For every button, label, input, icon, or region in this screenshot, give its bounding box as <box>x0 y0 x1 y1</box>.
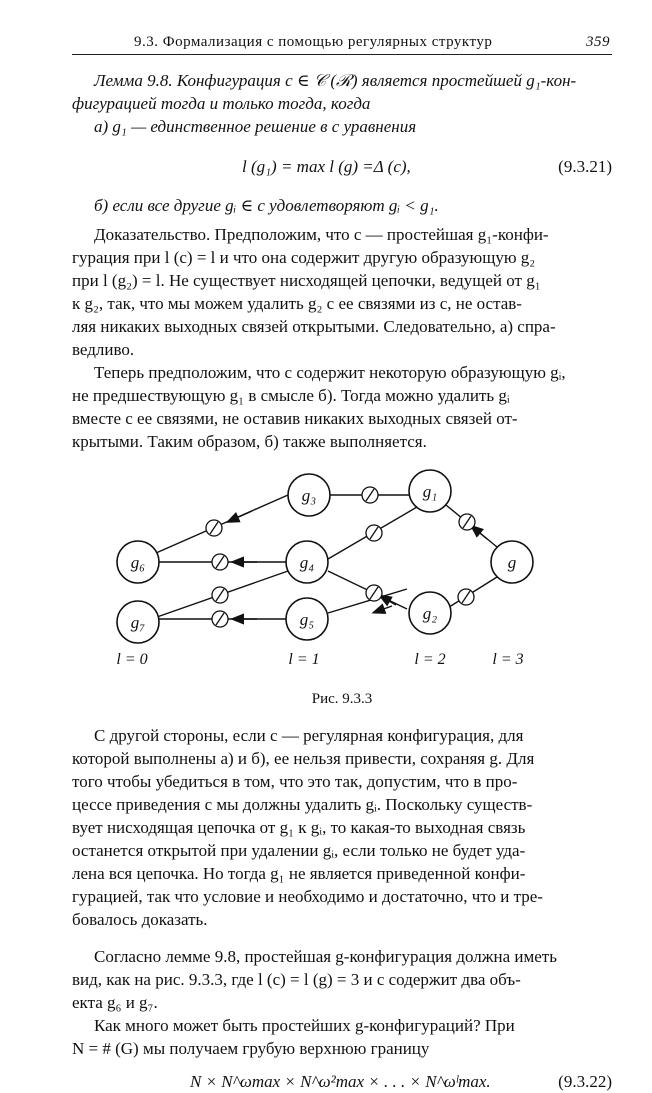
label-g3: g₃ <box>301 486 317 505</box>
proof-line-2: гурация при l (c) = l и что она содержит другую образующую g₂ <box>72 248 536 267</box>
level-1: l = 1 <box>288 651 320 668</box>
configuration-graph <box>72 461 612 689</box>
lemma-line-1: Лемма 9.8. Конфигурация c ∈ 𝒞 (ℛ) является простейшей g₁-кон- <box>94 71 577 90</box>
bond-g7-g4 <box>212 587 228 603</box>
para3-line-6: останется открытой при удалении gᵢ, если только не будет уда- <box>72 841 526 860</box>
para5-line-1: Как много может быть простейших g-конфигураций? При <box>94 1016 515 1035</box>
para4-line-1: Согласно лемме 9.8, простейшая g-конфигурация должна иметь <box>94 947 557 966</box>
proof-line-3: при l (g₂) = l. Не существует нисходящей цепочки, ведущей от g₁ <box>72 271 541 290</box>
para4-line-3: екта g₆ и g₇. <box>72 993 158 1012</box>
para3-line-8: гурацией, так что условие и необходимо и достаточно, что и тре- <box>72 887 543 906</box>
proof-line-4: к g₂, так, что мы можем удалить g₂ с ее связями из c, не остав- <box>72 294 522 313</box>
para3-line-9: бовалось доказать. <box>72 910 208 929</box>
label-g4: g₄ <box>299 553 315 572</box>
para2-line-3: вместе с ее связями, не оставив никаких выходных связей от- <box>72 409 518 428</box>
book-page <box>72 34 612 1093</box>
lemma-line-3: а) g₁ — единственное решение в c уравнения <box>94 117 417 136</box>
figure-9-3-3 <box>72 461 612 689</box>
bond-g7-g5 <box>212 611 228 627</box>
arrow-g3-g6 <box>232 511 252 520</box>
bond-g4-g1 <box>366 525 382 541</box>
lemma-line-2: фигурацией тогда и только тогда, когда <box>72 94 371 113</box>
level-3: l = 3 <box>492 651 524 668</box>
equation-9-3-21 <box>72 146 612 186</box>
level-0: l = 0 <box>116 651 148 668</box>
para3-line-2: которой выполнены а) и б), ее нельзя привести, сохраняя g. Для <box>72 749 535 768</box>
header-title: 9.3. Формализация с помощью регулярных структур <box>134 34 493 50</box>
label-g2: g₂ <box>422 604 438 623</box>
level-2: l = 2 <box>414 651 446 668</box>
equation-2-number: (9.3.22) <box>558 1072 612 1091</box>
para2-line-2: не предшествующую g₁ в смысле б). Тогда можно удалить gᵢ <box>72 386 510 405</box>
label-g6: g₆ <box>130 553 146 572</box>
para2-line-4: крытыми. Таким образом, б) также выполняется. <box>72 432 427 451</box>
arrow-g-g1 <box>475 529 487 539</box>
equation-formula: l (g₁) = max l (g) =Δ (c), <box>242 156 411 176</box>
equation-9-3-22 <box>72 1070 612 1093</box>
para3-line-7: лена вся цепочка. Но тогда g₁ не является приведенной конфи- <box>72 864 526 883</box>
bond-g5-g2 <box>366 585 382 601</box>
para5-line-2: N = # (G) мы получаем грубую верхнюю границу <box>72 1039 430 1058</box>
label-g: g <box>507 553 517 572</box>
para3-line-1: С другой стороны, если c — регулярная конфигурация, для <box>94 726 524 745</box>
figure-caption: Рис. 9.3.3 <box>311 691 373 707</box>
page-number: 359 <box>586 34 610 50</box>
bond-g6-g3 <box>206 520 222 536</box>
label-g5: g₅ <box>299 610 315 629</box>
para3-line-4: цессе приведения c мы должны удалить gᵢ. Поскольку существ- <box>72 795 533 814</box>
para3-line-3: того чтобы убедиться в том, что это так, допустим, что в про- <box>72 772 518 791</box>
bond-g3-g1 <box>362 487 378 503</box>
arrow-g2-g5 <box>378 606 392 611</box>
lemma-part-b: б) если все другие gᵢ ∈ c удовлетворяют gᵢ < g₁. <box>94 196 439 215</box>
bond-g1-g <box>459 514 475 530</box>
equation-2-formula: N × N^ωmax × N^ω²max × . . . × N^ωˡmax. <box>190 1072 491 1091</box>
para4-line-2: вид, как на рис. 9.3.3, где l (c) = l (g) = 3 и c содержит два объ- <box>72 970 521 989</box>
para3-line-5: вует нисходящая цепочка от g₁ к gᵢ, то какая-то выходная связь <box>72 818 526 837</box>
bond-g-g2 <box>458 589 474 605</box>
para2-line-1: Теперь предположим, что c содержит некоторую образующую gᵢ, <box>94 363 566 382</box>
label-g1: g₁ <box>422 482 438 501</box>
equation-number: (9.3.21) <box>558 156 612 176</box>
proof-line-6: ведливо. <box>72 340 135 359</box>
label-g7: g₇ <box>130 613 146 632</box>
running-header <box>72 34 612 55</box>
proof-line-1: Доказательство. Предположим, что c — простейшая g₁-конфи- <box>94 225 549 244</box>
edge-g6-g3 <box>156 495 288 553</box>
arrow-g2-g4 <box>384 598 396 605</box>
proof-line-5: ляя никаких выходных связей открытыми. Следовательно, а) спра- <box>72 317 556 336</box>
bond-g6-g4 <box>212 554 228 570</box>
